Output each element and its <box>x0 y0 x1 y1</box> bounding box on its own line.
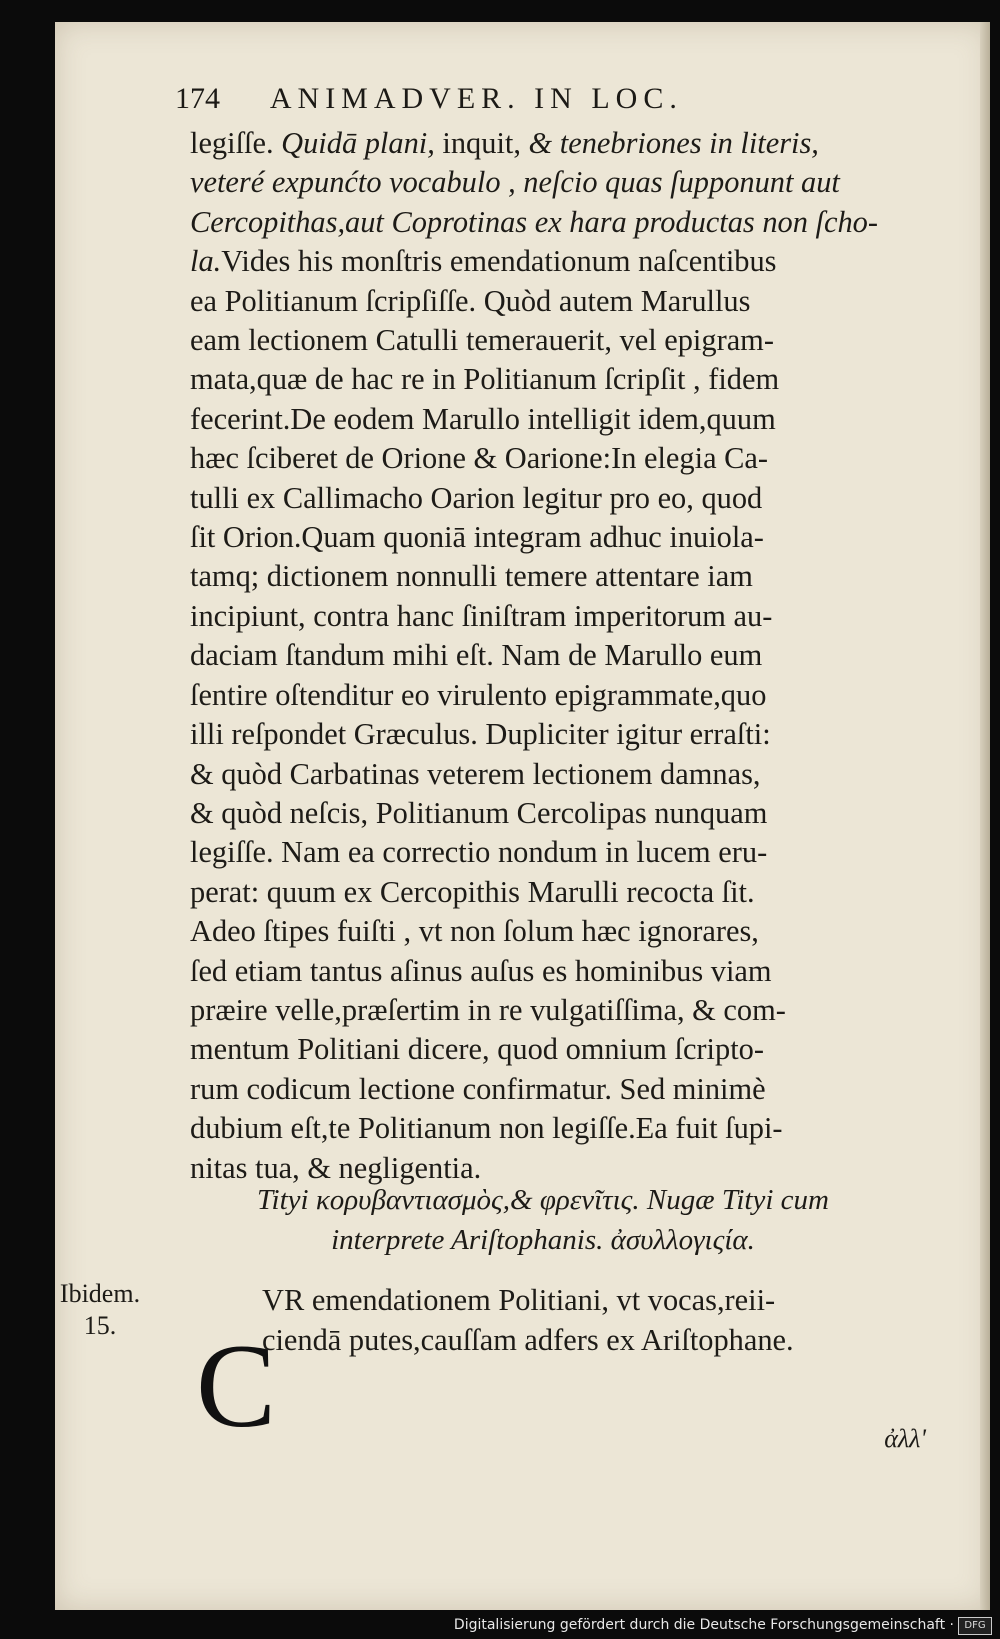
text-segment: rum codicum lectione confirmatur. Sed minimè <box>190 1071 766 1106</box>
text-line <box>190 282 896 321</box>
text-line <box>190 518 896 557</box>
text-segment: veteré expunćto vocabulo , neſcio quas ſupponunt aut <box>190 165 840 200</box>
text-segment: eam lectionem Catulli temerauerit, vel epigram- <box>190 323 774 358</box>
footer-credit: Digitalisierung gefördert durch die Deutsche Forschungsgemeinschaft · <box>453 1617 954 1633</box>
text-segment: & tenebriones in literis, <box>528 126 819 160</box>
body-text <box>190 124 896 1188</box>
text-segment: fecerint.De eodem Marullo intelligit idem,quum <box>190 401 776 436</box>
text-line <box>190 557 896 596</box>
text-segment: Quidā plani, <box>281 126 435 160</box>
drop-cap: C <box>196 1319 277 1452</box>
margin-note-line: 15. <box>83 1311 117 1340</box>
text-line <box>190 321 896 360</box>
text-line <box>190 912 896 951</box>
text-segment: ſed etiam tantus aſinus auſus es hominibus viam <box>190 953 772 988</box>
text-segment: Vides his monſtris emendationum naſcentibus <box>221 244 777 279</box>
text-segment: hæc ſciberet de Orione & Oarione:In elegia Ca- <box>190 441 769 476</box>
text-line <box>190 952 896 991</box>
text-segment: præire velle,præſertim in re vulgatiſſima, & com- <box>190 992 786 1027</box>
text-segment: & quòd neſcis, Politianum Cercolipas nunquam <box>190 795 768 830</box>
margin-note-line: Ibidem. <box>59 1279 141 1308</box>
section-heading-line: Tityi κορυβαντιασμὸς,& φρενῖτις. Nugæ Tityi cum <box>257 1184 829 1216</box>
text-segment: perat: quum ex Cercopithis Marulli recocta ſit. <box>190 874 755 909</box>
text-segment: la. <box>190 244 222 279</box>
text-segment: & quòd Carbatinas veterem lectionem damnas, <box>190 756 761 791</box>
text-segment: mata,quæ de hac re in Politianum ſcripſit , fidem <box>190 362 780 397</box>
text-segment: ſit Orion.Quam quoniā integram adhuc inuiola- <box>190 520 764 555</box>
text-line <box>190 755 896 794</box>
text-line <box>190 597 896 636</box>
text-segment: dubium eſt,te Politianum non legiſſe.Ea fuit ſupi- <box>190 1111 783 1146</box>
text-segment: incipiunt, contra hanc ſiniſtram imperitorum au- <box>190 598 773 633</box>
text-line <box>190 400 896 439</box>
text-segment: daciam ſtandum mihi eſt. Nam de Marullo eum <box>190 638 763 673</box>
text-line <box>190 636 896 675</box>
text-line <box>190 1030 896 1069</box>
text-line <box>190 833 896 872</box>
text-line <box>190 873 896 912</box>
text-segment: legiſſe. Nam ea correctio nondum in lucem eru- <box>190 835 768 870</box>
page-number: 174 <box>175 82 220 115</box>
text-line <box>190 1070 896 1109</box>
text-segment: illi reſpondet Græculus. Dupliciter igitur erraſti: <box>190 717 771 752</box>
text-segment: legiſſe. <box>190 126 282 160</box>
paragraph-line: VR emendationem Politiani, vt vocas,reii- <box>262 1283 776 1317</box>
catchword: ἀλλ' <box>884 1424 926 1453</box>
text-line <box>190 439 896 478</box>
text-line <box>190 479 896 518</box>
section-heading-line: interprete Ariſtophanis. ἀσυλλογιςία. <box>331 1224 755 1256</box>
text-line <box>190 242 896 281</box>
section-heading <box>190 1180 896 1260</box>
text-line <box>190 715 896 754</box>
text-segment: tamq; dictionem nonnulli temere attentare iam <box>190 559 753 594</box>
text-line <box>190 124 896 163</box>
margin-note <box>50 1278 150 1342</box>
text-segment: mentum Politiani dicere, quod omnium ſcripto- <box>190 1032 764 1067</box>
paragraph-line: ciendā putes,cauſſam adfers ex Ariſtophane. <box>262 1323 794 1357</box>
text-segment: nitas tua, & negligentia. <box>190 1150 482 1185</box>
text-segment: ſentire oſtenditur eo virulento epigrammate,quo <box>190 677 767 712</box>
text-segment: Cercopithas,aut Coprotinas ex hara productas non ſcho- <box>190 204 878 239</box>
text-line <box>190 794 896 833</box>
text-line <box>190 1109 896 1148</box>
running-title: ANIMADVER. IN LOC. <box>269 82 683 115</box>
text-line <box>190 360 896 399</box>
text-segment: ea Politianum ſcripſiſſe. Quòd autem Marullus <box>190 283 751 318</box>
text-line <box>190 203 896 242</box>
dfg-logo-icon: DFG <box>958 1617 992 1635</box>
text-line <box>190 991 896 1030</box>
text-segment: inquit, <box>434 126 529 160</box>
text-segment: Adeo ſtipes fuiſti , vt non ſolum hæc ignorares, <box>190 914 759 949</box>
text-line <box>190 163 896 202</box>
running-header <box>175 82 895 122</box>
page-edge <box>980 22 990 1610</box>
text-line <box>190 676 896 715</box>
text-segment: tulli ex Callimacho Oarion legitur pro eo, quod <box>190 480 763 515</box>
